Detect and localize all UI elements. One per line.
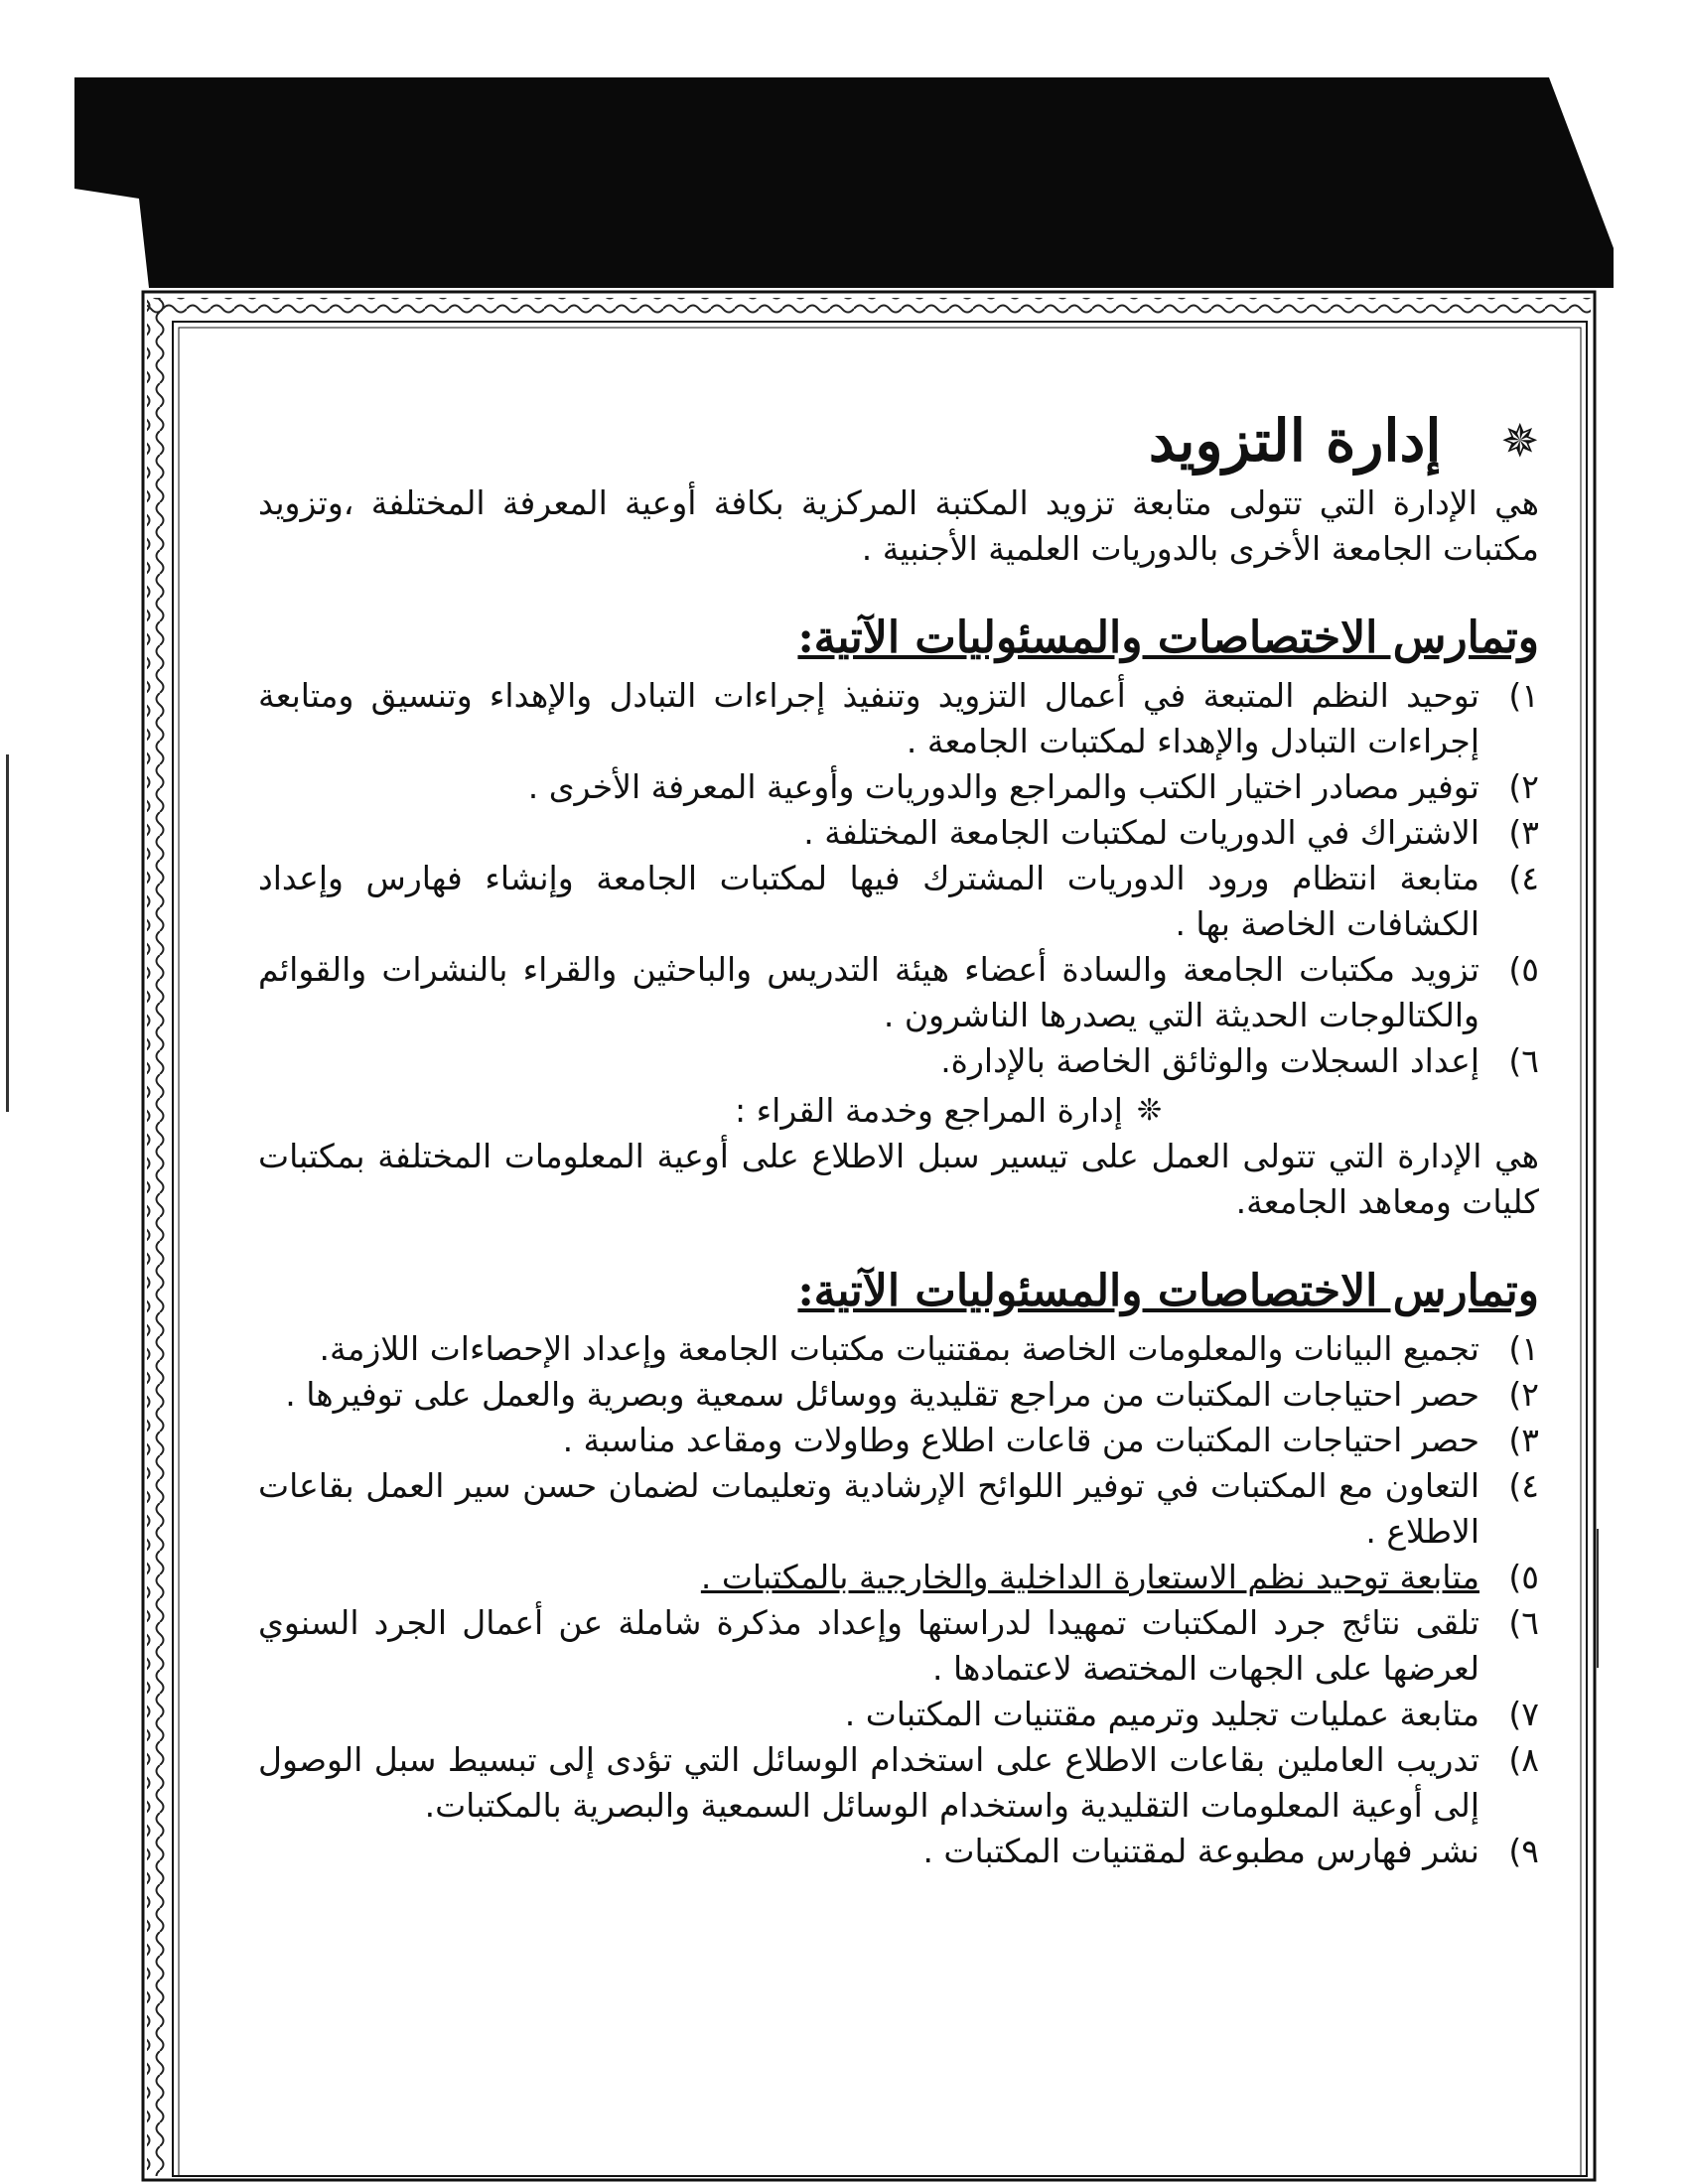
document-page: [139, 288, 1599, 2184]
item-number: ٢): [1508, 767, 1539, 806]
list-item: [258, 1555, 1539, 1600]
page-title: إدارة التزويد: [1148, 407, 1442, 475]
item-number: ٥): [1508, 1558, 1539, 1596]
item-number: ٦): [1508, 1603, 1539, 1642]
item-number: ٩): [1508, 1832, 1539, 1870]
item-text: تدريب العاملين بقاعات الاطلاع على استخدام الوسائل التي تؤدى إلى تبسيط سبل الوصول إلى أوعية المعلومات التقليدية واستخدام الوسائل السمعية والبصرية بالمكتبات.: [258, 1740, 1479, 1825]
item-number: ٢): [1508, 1375, 1539, 1414]
item-text: نشر فهارس مطبوعة لمقتنيات المكتبات .: [922, 1832, 1479, 1870]
section-heading: وتمارس الاختصاصات والمسئوليات الآتية:: [797, 613, 1539, 663]
item-number: ٧): [1508, 1695, 1539, 1733]
subsection-title: [258, 1088, 1162, 1134]
list-item: [258, 1038, 1539, 1084]
list-item: [258, 1600, 1539, 1692]
item-text: متابعة انتظام ورود الدوريات المشترك فيها لمكتبات الجامعة وإنشاء فهارس وإعداد الكشافات الخاصة بها .: [258, 859, 1479, 943]
list-item: [258, 856, 1539, 947]
item-number: ٥): [1508, 950, 1539, 989]
list-item: [258, 1372, 1539, 1418]
responsibilities-list: [258, 1326, 1539, 1874]
list-item: [258, 1829, 1539, 1874]
item-number: ٤): [1508, 1466, 1539, 1505]
section-heading: وتمارس الاختصاصات والمسئوليات الآتية:: [797, 1266, 1539, 1316]
item-text: تزويد مكتبات الجامعة والسادة أعضاء هيئة التدريس والباحثين والقراء بالنشرات والقوائم والكتالوجات الحديثة التي يصدرها الناشرون .: [258, 950, 1479, 1034]
item-number: ٣): [1508, 1421, 1539, 1459]
item-text: توفير مصادر اختيار الكتب والمراجع والدوريات وأوعية المعرفة الأخرى .: [527, 767, 1479, 806]
item-text: حصر احتياجات المكتبات من قاعات اطلاع وطاولات ومقاعد مناسبة .: [562, 1421, 1479, 1459]
list-item: [258, 810, 1539, 856]
responsibilities-list: [258, 673, 1539, 1084]
item-number: ١): [1508, 676, 1539, 715]
list-item: [258, 764, 1539, 810]
item-text: تلقى نتائج جرد المكتبات تمهيدا لدراستها وإعداد مذكرة شاملة عن أعمال الجرد السنوي لعرضها على الجهات المختصة لاعتمادها .: [258, 1603, 1479, 1688]
subsection-title-text: إدارة المراجع وخدمة القراء :: [735, 1091, 1123, 1130]
list-item: [258, 1418, 1539, 1463]
intro-paragraph-2: هي الإدارة التي تتولى العمل على تيسير سبل الاطلاع على أوعية المعلومات المختلفة بمكتبات كليات ومعاهد الجامعة.: [258, 1137, 1539, 1221]
item-text: حصر احتياجات المكتبات من مراجع تقليدية ووسائل سمعية وبصرية والعمل على توفيرها .: [285, 1375, 1479, 1414]
item-number: ٣): [1508, 813, 1539, 852]
star-icon: ✵: [1500, 414, 1539, 468]
item-number: ٦): [1508, 1041, 1539, 1080]
list-item: [258, 1463, 1539, 1555]
intro-paragraph: هي الإدارة التي تتولى متابعة تزويد المكتبة المركزية بكافة أوعية المعرفة المختلفة ،وتزويد مكتبات الجامعة الأخرى بالدوريات العلمية الأجنبية .: [258, 483, 1539, 568]
list-item: [258, 947, 1539, 1038]
star-icon: ❊: [1136, 1093, 1162, 1128]
list-item: [258, 1737, 1539, 1829]
item-number: ١): [1508, 1329, 1539, 1368]
item-text: متابعة عمليات تجليد وترميم مقتنيات المكتبات .: [844, 1695, 1479, 1733]
document-content: [258, 407, 1539, 1874]
item-number: ٨): [1508, 1740, 1539, 1779]
item-text: الاشتراك في الدوريات لمكتبات الجامعة المختلفة .: [803, 813, 1479, 852]
item-text: توحيد النظم المتبعة في أعمال التزويد وتنفيذ إجراءات التبادل والإهداء وتنسيق ومتابعة إجراءات التبادل والإهداء لمكتبات الجامعة .: [258, 676, 1479, 760]
item-text: التعاون مع المكتبات في توفير اللوائح الإرشادية وتعليمات لضمان حسن سير العمل بقاعات الاطلاع .: [258, 1466, 1479, 1551]
list-item: [258, 673, 1539, 764]
scan-edge-mark: [6, 754, 9, 1112]
list-item: [258, 1326, 1539, 1372]
scan-black-band: [0, 0, 1688, 288]
title-row: [258, 407, 1539, 475]
item-text: تجميع البيانات والمعلومات الخاصة بمقتنيات مكتبات الجامعة وإعداد الإحصاءات اللازمة.: [319, 1329, 1479, 1368]
list-item: [258, 1692, 1539, 1737]
item-text: متابعة توحيد نظم الاستعارة الداخلية والخارجية بالمكتبات .: [700, 1558, 1479, 1596]
item-number: ٤): [1508, 859, 1539, 897]
item-text: إعداد السجلات والوثائق الخاصة بالإدارة.: [940, 1041, 1479, 1080]
